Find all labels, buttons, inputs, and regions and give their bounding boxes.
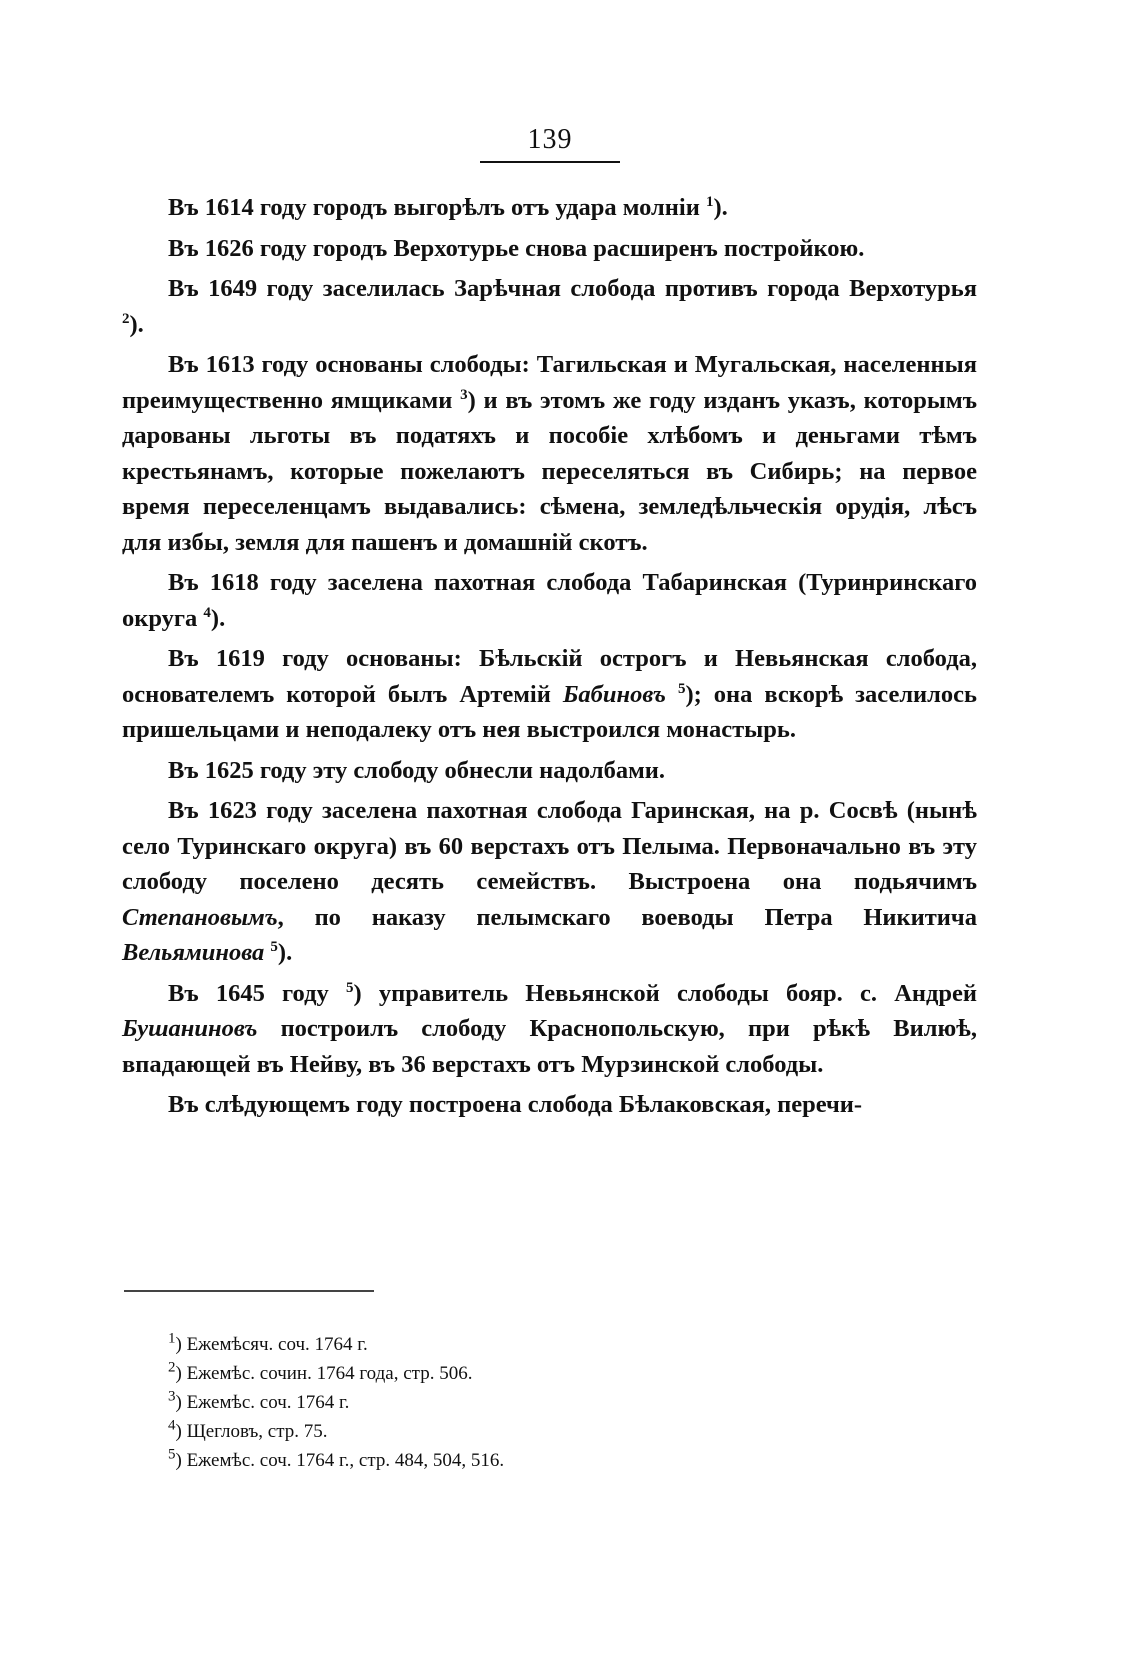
paragraph	[122, 793, 977, 971]
footnote-ref: 5	[345, 979, 354, 996]
paragraph	[122, 347, 977, 560]
text-run: Въ 1618 году заселена пахотная слобода Табаринская (Туринринскаго округа	[122, 569, 977, 632]
paragraph	[122, 641, 977, 748]
paragraph	[122, 976, 977, 1083]
text-run: Въ 1614 году городъ выгорѣлъ отъ удара молніи	[168, 194, 706, 221]
text-run: Въ 1626 году городъ Верхотурье снова расширенъ постройкою.	[168, 234, 865, 262]
italic-name: Вельяминова	[122, 939, 265, 966]
text-run: ).	[713, 194, 728, 221]
footnote-ref: 1	[705, 193, 714, 210]
italic-name: Бабиновъ	[562, 680, 666, 708]
paragraph	[122, 231, 977, 267]
footnote-text: ) Ежемѣс. соч. 1764 г., стр. 484, 504, 516.	[175, 1450, 505, 1471]
footnote-ref: 5	[677, 680, 686, 697]
italic-name: Бушаниновъ	[122, 1015, 258, 1042]
text-run: Въ 1649 году заселилась Зарѣчная слобода противъ города Верхотурья	[168, 275, 977, 302]
paragraph	[122, 190, 977, 226]
text-run: Въ слѣдующемъ году построена слобода Бѣлаковская, перечи-	[168, 1091, 863, 1118]
footnote-ref: 2	[122, 310, 130, 327]
text-run: ) и въ этомъ же году изданъ указъ, которымъ дарованы льготы въ податяхъ и пособіе хлѣбомъ и деньгами тѣмъ крестьянамъ, которые пожелаютъ переселяться въ Сибирь; на первое время переселенцамъ выдавались: сѣмена, земледѣльческія орудія, лѣсъ для избы, земля для пашенъ и домашній скотъ.	[122, 386, 977, 556]
page-number-rule	[480, 161, 620, 163]
text-run: ); она вскорѣ заселилось пришельцами и неподалеку отъ нея выстроился монастырь.	[122, 680, 978, 743]
text-run: Въ 1645 году	[168, 979, 346, 1007]
footnote-mark: 5	[168, 1446, 176, 1463]
footnote	[168, 1359, 868, 1388]
paragraph	[122, 753, 977, 789]
text-run: Въ 1625 году эту слободу обнесли надолбами.	[168, 756, 665, 784]
footnote-ref: 4	[203, 604, 211, 621]
body-text	[122, 190, 977, 1128]
footnote-ref: 5	[270, 938, 278, 955]
footnote-text: ) Щегловъ, стр. 75.	[175, 1421, 328, 1442]
text-run: ).	[129, 310, 144, 338]
text-run: Въ 1623 году заселена пахотная слобода Гаринская, на р. Сосвѣ (нынѣ село Туринскаго округа) въ 60 верстахъ отъ Пелыма. Первоначально въ эту слободу поселено десять семействъ. Выстроена она подьячимъ	[122, 797, 977, 895]
text-run: , по наказу пелымскаго воеводы Петра Никитича	[277, 903, 977, 931]
footnote-ref: 3	[460, 386, 468, 403]
text-run: ).	[277, 939, 293, 966]
italic-name: Степановымъ	[122, 903, 278, 931]
text-run: Въ 1619 году основаны: Бѣльскій острогъ и Невьянская слобода, основателемъ которой былъ Артемій	[122, 645, 977, 708]
text-run	[666, 681, 678, 708]
text-run: Въ 1613 году основаны слободы: Тагильская и Мугальская, населенныя преимущественно ямщиками	[122, 351, 977, 414]
footnote	[168, 1330, 868, 1359]
footnote-text: ) Ежемѣс. соч. 1764 г.	[175, 1392, 350, 1413]
footnote-mark: 2	[168, 1359, 176, 1376]
footnote-mark: 1	[168, 1330, 176, 1347]
footnotes	[168, 1330, 868, 1475]
footnote-mark: 3	[168, 1388, 176, 1405]
footnote	[168, 1388, 868, 1417]
footnote	[168, 1417, 868, 1446]
text-run: ).	[210, 604, 226, 632]
paragraph	[122, 271, 977, 342]
paragraph	[122, 565, 977, 636]
page-number: 139	[527, 124, 573, 155]
footnote	[168, 1446, 868, 1475]
footnote-mark: 4	[168, 1417, 176, 1434]
footnote-separator	[124, 1290, 374, 1292]
text-run: построилъ слободу Краснопольскую, при рѣкѣ Вилюѣ, впадающей въ Нейву, въ 36 верстахъ отъ Мурзинской слободы.	[122, 1015, 977, 1078]
paragraph	[122, 1087, 977, 1123]
footnote-text: ) Ежемѣс. сочин. 1764 года, стр. 506.	[175, 1363, 473, 1384]
footnote-text: ) Ежемѣсяч. соч. 1764 г.	[175, 1334, 368, 1355]
text-run: ) управитель Невьянской слободы бояр. с. Андрей	[353, 979, 978, 1007]
